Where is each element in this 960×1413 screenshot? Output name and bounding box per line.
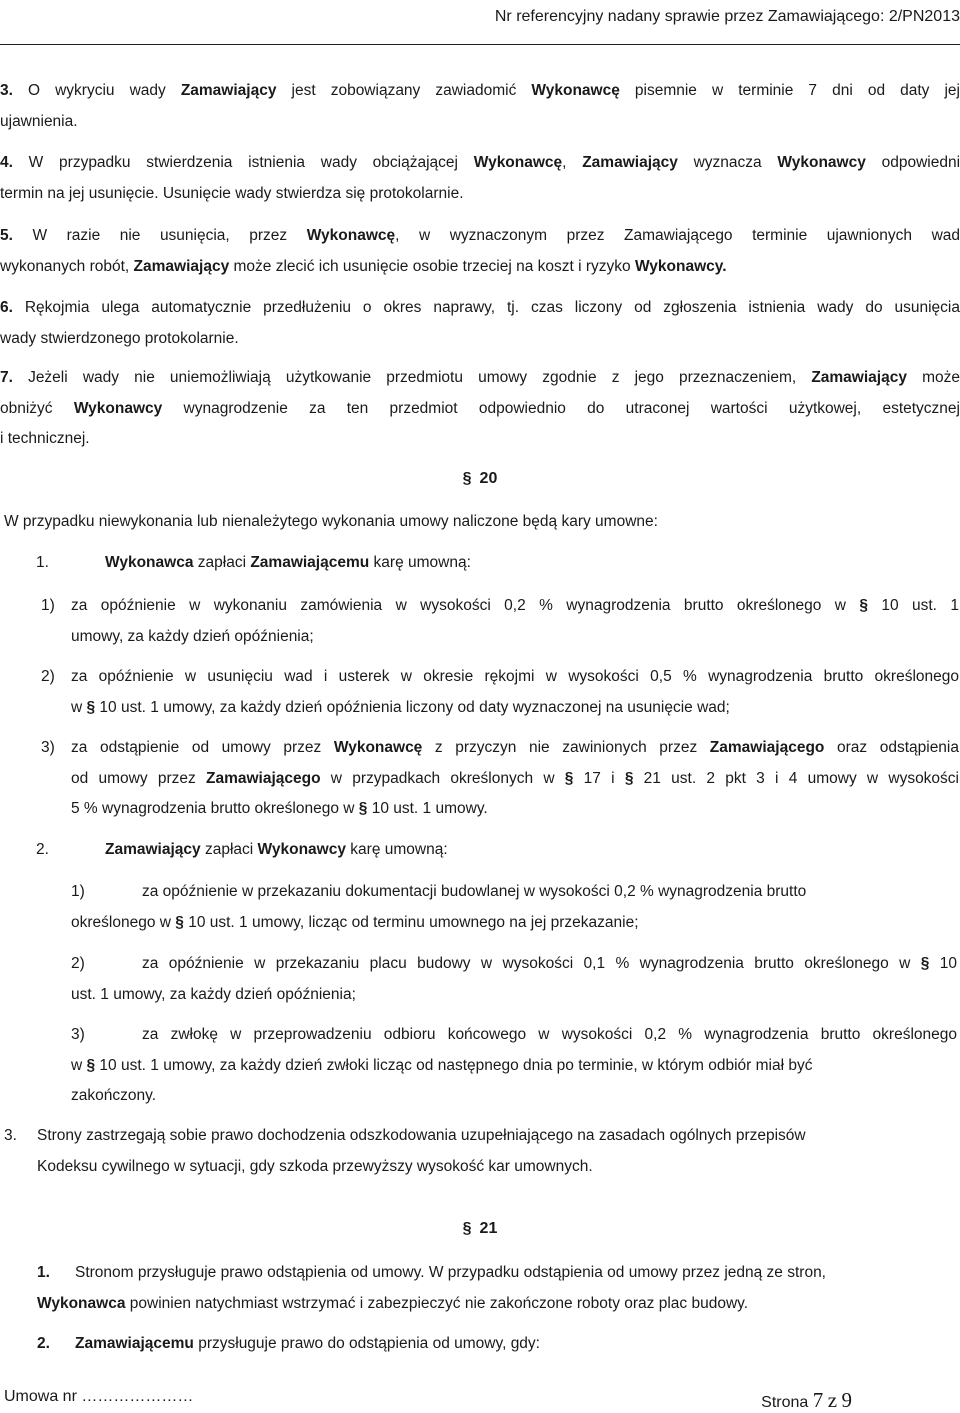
point-text	[75, 1264, 826, 1281]
point-number: 3.	[0, 82, 28, 99]
section-sign: §	[920, 955, 930, 972]
text-run: z przyczyn nie zawinionych przez	[422, 739, 710, 756]
section-21-point-1-line-2	[37, 1289, 957, 1320]
bold-term: Wykonawcę	[306, 227, 396, 244]
text-run: w	[71, 1056, 87, 1074]
bold-term: Zamawiającemu	[75, 1335, 194, 1352]
text-run: 10 ust. 1 umowy.	[367, 800, 488, 817]
text-run: może zlecić ich usunięcie osobie trzeciej na koszt i ryzyko	[229, 257, 635, 275]
section-21-point-1-line-1	[37, 1258, 957, 1289]
penalty-group-3-number: 3.	[4, 1127, 17, 1144]
penalty-2-item-2	[71, 949, 957, 1010]
text-run: Stronom przysługuje prawo odstąpienia od umowy. W przypadku odstąpienia od umowy przez jedną ze stron,	[75, 1264, 826, 1281]
penalty-2-item-2-line-2	[71, 980, 957, 1011]
text-run: w	[71, 698, 87, 716]
bold-term: Zamawiający	[133, 257, 230, 275]
penalty-2-item-1-line-1	[71, 877, 957, 908]
penalty-2-item-2-line-1	[71, 949, 957, 980]
text-run: w przypadkach określonych w	[320, 769, 565, 787]
section-20-intro: W przypadku niewykonania lub nienależytego wykonania umowy naliczone będą kary umowne:	[4, 513, 658, 530]
point-6	[0, 293, 960, 354]
item-number: 1)	[41, 597, 55, 614]
point-number: 6.	[0, 299, 25, 316]
text-run: jest zobowiązany zawiadomić	[276, 82, 532, 99]
text-run: 17 i	[573, 769, 625, 787]
text-run: za odstąpienie od umowy przez	[71, 739, 334, 756]
bold-term: Wykonawcy.	[634, 257, 727, 275]
section-21-point-2	[37, 1329, 957, 1360]
text-run: karę umowną:	[369, 554, 471, 571]
text-run: 10 ust. 1 umowy, za każdy dzień opóźnienia liczony od daty wyznaczonej na usunięcie wad;	[95, 698, 730, 716]
text-run: 5 % wynagrodzenia brutto określonego w	[71, 800, 359, 817]
page-separator: z	[827, 1388, 838, 1412]
bold-term: Zamawiającemu	[250, 554, 370, 571]
penalty-2-item-3-line-1	[71, 1020, 957, 1051]
bold-term: Wykonawcy	[777, 154, 866, 171]
text-run: 21 ust. 2 pkt 3 i 4 umowy w wysokości	[633, 769, 959, 787]
section-sign: §	[462, 470, 472, 487]
text-run: może	[906, 369, 960, 386]
section-sign: §	[175, 913, 184, 931]
bold-term: Zamawiającego	[709, 739, 825, 756]
penalty-group-3	[4, 1121, 956, 1182]
point-3	[0, 76, 960, 137]
text-run: wynagrodzenie za ten przedmiot odpowiednio do utraconej wartości użytkowej, estetycznej	[162, 399, 960, 417]
point-7-line-2	[0, 394, 960, 425]
text-run: ,	[562, 154, 583, 171]
item-number: 1)	[71, 883, 85, 900]
bold-term: Wykonawca	[37, 1294, 126, 1312]
penalty-group-3-text	[37, 1127, 806, 1144]
text-run: W przypadku stwierdzenia istnienia wady obciążającej	[28, 154, 474, 171]
penalty-group-2-head	[36, 835, 956, 866]
section-sign: §	[564, 769, 574, 787]
text-run: oraz odstąpienia	[824, 739, 959, 756]
text-run: i technicznej.	[0, 430, 90, 447]
point-5-line-1	[0, 221, 960, 252]
item-text	[142, 955, 957, 972]
penalty-1-item-1-line-1	[41, 591, 959, 622]
item-text	[71, 668, 959, 685]
point-4-line-1	[0, 148, 960, 179]
reference-header: Nr referencyjny nadany sprawie przez Zamawiającego: 2/PN2013	[494, 8, 960, 25]
section-20-number: 20	[479, 470, 498, 487]
penalty-group-1-number: 1.	[36, 554, 49, 571]
text-run: zapłaci	[193, 554, 251, 571]
penalty-1-item-2	[41, 662, 959, 723]
point-5	[0, 221, 960, 282]
text-run: Strony zastrzegają sobie prawo dochodzenia odszkodowania uzupełniającego na zasadach ogólnych przepisów	[37, 1127, 806, 1144]
text-run: 10 ust. 1 umowy, za każdy dzień zwłoki licząc od następnego dnia po terminie, w którym odbiór miał być	[95, 1056, 813, 1074]
penalty-2-item-3-line-3	[71, 1081, 957, 1112]
point-6-line-2	[0, 324, 960, 355]
item-number: 2)	[71, 955, 85, 972]
bold-term: Wykonawca	[105, 554, 194, 571]
text-run: W razie nie usunięcia, przez	[32, 227, 307, 244]
text-run: 10 ust. 1	[867, 597, 959, 614]
text-run: przysługuje prawo do odstąpienia od umowy, gdy:	[193, 1335, 540, 1352]
section-sign: §	[624, 769, 634, 787]
section-sign: §	[86, 698, 96, 716]
penalty-group-1-text	[105, 554, 471, 571]
point-6-line-1	[0, 293, 960, 324]
text-run: wady stwierdzonego protokolarnie.	[0, 329, 239, 347]
penalty-1-item-3-line-3	[41, 794, 959, 825]
bold-term: Zamawiający	[811, 369, 907, 386]
item-text	[71, 739, 959, 756]
bold-term: Wykonawcę	[333, 739, 423, 756]
section-sign: §	[358, 800, 368, 817]
penalty-1-item-3-line-1	[41, 733, 959, 764]
item-number: 2)	[41, 668, 55, 685]
text-run: zakończony.	[71, 1087, 157, 1104]
penalty-group-2-number: 2.	[36, 841, 49, 858]
text-run: ust. 1 umowy, za każdy dzień opóźnienia;	[71, 985, 356, 1003]
section-21-point-2-line-1	[37, 1329, 957, 1360]
text-run: wykonanych robót,	[0, 257, 134, 275]
item-text	[71, 597, 959, 614]
text-run: ujawnienia.	[0, 112, 78, 130]
point-7-line-3	[0, 424, 960, 455]
item-text	[142, 1026, 957, 1043]
text-run: od umowy przez	[71, 769, 206, 787]
point-number: 1.	[37, 1264, 50, 1281]
text-run: O wykryciu wady	[27, 82, 181, 99]
penalty-group-3-line-1	[4, 1121, 956, 1152]
point-5-line-2	[0, 252, 960, 283]
text-run: odpowiedni	[865, 154, 960, 171]
page-label: Strona	[761, 1394, 809, 1411]
bold-term: Zamawiający	[105, 841, 201, 858]
contract-number: Umowa nr …………………	[4, 1388, 194, 1405]
text-run: 10	[929, 955, 957, 972]
point-7	[0, 363, 960, 455]
item-text	[142, 883, 806, 900]
text-run: powinien natychmiast wstrzymać i zabezpieczyć nie zakończone roboty oraz plac budowy.	[125, 1294, 749, 1312]
item-number: 3)	[71, 1026, 85, 1043]
penalty-group-3-line-2	[4, 1152, 956, 1183]
text-run: określonego w	[71, 913, 176, 931]
penalty-1-item-1-line-2	[41, 622, 959, 653]
text-run: pisemnie w terminie 7 dni od daty jej	[619, 82, 960, 99]
page-total: 9	[841, 1388, 852, 1412]
text-run: Kodeksu cywilnego w sytuacji, gdy szkoda przewyższy wysokość kar umownych.	[37, 1157, 593, 1175]
bold-term: Zamawiającego	[205, 769, 321, 787]
penalty-2-item-3-line-2	[71, 1051, 957, 1082]
text-run: za opóźnienie w usunięciu wad i usterek w okresie rękojmi w wysokości 0,5 % wynagrodzenia brutto określonego	[71, 668, 959, 685]
header-divider	[0, 44, 960, 45]
section-20-heading	[0, 470, 960, 488]
section-sign: §	[86, 1056, 96, 1074]
text-run: karę umowną:	[345, 841, 448, 858]
page-current: 7	[812, 1388, 824, 1412]
penalty-1-item-1	[41, 591, 959, 652]
text-run: , w wyznaczonym przez Zamawiającego terminie ujawnionych wad	[395, 227, 960, 244]
text-run: za zwłokę w przeprowadzeniu odbioru końcowego w wysokości 0,2 % wynagrodzenia brutto określonego	[142, 1026, 957, 1043]
point-4	[0, 148, 960, 209]
text-run: wyznacza	[677, 154, 778, 171]
penalty-2-item-1-line-2	[71, 908, 957, 939]
bold-term: Wykonawcę	[473, 154, 563, 171]
bold-term: Zamawiający	[180, 82, 277, 99]
section-21-point-1	[37, 1258, 957, 1319]
bold-term: Wykonawcy	[73, 399, 163, 417]
section-21-number: 21	[479, 1220, 498, 1237]
point-number: 2.	[37, 1335, 50, 1352]
point-text	[75, 1335, 540, 1352]
text-run: umowy, za każdy dzień opóźnienia;	[71, 627, 314, 645]
bold-term: Zamawiający	[582, 154, 678, 171]
point-number: 4.	[0, 154, 29, 171]
penalty-1-item-2-line-2	[41, 693, 959, 724]
bold-term: Wykonawcę	[531, 82, 620, 99]
penalty-2-item-3	[71, 1020, 957, 1112]
text-run: termin na jej usunięcie. Usunięcie wady stwierdza się protokolarnie.	[0, 184, 464, 202]
penalty-group-2-text	[105, 841, 448, 858]
point-number: 7.	[0, 369, 29, 386]
point-number: 5.	[0, 227, 33, 244]
text-run: Rękojmia ulega automatycznie przedłużeniu o okres naprawy, tj. czas liczony od zgłoszenia istnienia wady do usunięcia	[24, 299, 960, 316]
text-run: za opóźnienie w przekazaniu dokumentacji budowlanej w wysokości 0,2 % wynagrodzenia brutto	[142, 883, 807, 900]
penalty-1-item-3	[41, 733, 959, 825]
text-run: zapłaci	[200, 841, 258, 858]
section-21-heading	[0, 1220, 960, 1238]
page-number	[761, 1388, 852, 1413]
point-3-line-2	[0, 107, 960, 138]
text-run: 10 ust. 1 umowy, licząc od terminu umownego na jej przekazanie;	[183, 913, 639, 931]
text-run: Jeżeli wady nie uniemożliwiają użytkowanie przedmiotu umowy zgodnie z jego przeznaczeniem,	[28, 369, 812, 386]
point-4-line-2	[0, 179, 960, 210]
penalty-1-item-3-line-2	[41, 764, 959, 795]
penalty-1-item-2-line-1	[41, 662, 959, 693]
item-number: 3)	[41, 739, 55, 756]
text-run: za opóźnienie w wykonaniu zamówienia w wysokości 0,2 % wynagrodzenia brutto określonego w	[71, 597, 860, 614]
penalty-group-1-head	[36, 548, 956, 579]
penalty-2-item-1	[71, 877, 957, 938]
bold-term: Wykonawcy	[257, 841, 346, 858]
section-sign: §	[859, 597, 868, 614]
point-3-line-1	[0, 76, 960, 107]
text-run: obniżyć	[0, 399, 74, 417]
text-run: za opóźnienie w przekazaniu placu budowy w wysokości 0,1 % wynagrodzenia brutto określonego w	[142, 955, 921, 972]
point-7-line-1	[0, 363, 960, 394]
section-sign: §	[462, 1220, 472, 1237]
